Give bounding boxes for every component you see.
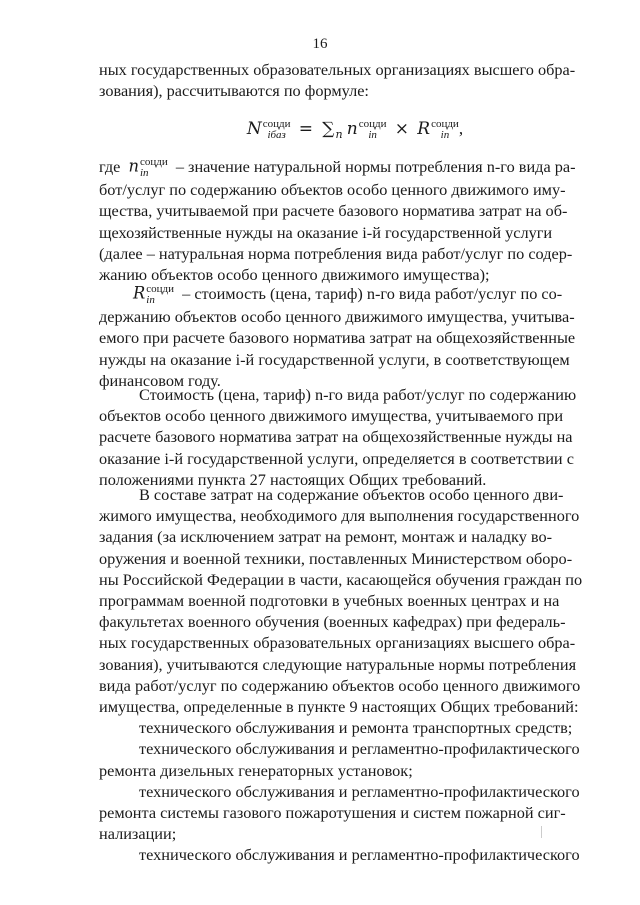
paragraph-composition: [99, 484, 611, 866]
intro-paragraph: [99, 59, 611, 101]
formula-equals: =: [298, 119, 314, 139]
list-item: [99, 717, 611, 738]
text-line: нужды на оказание i-й государственной услуги, в соответствующем: [99, 349, 570, 369]
text-line: технического обслуживания и ремонта транспортных средств;: [139, 718, 573, 738]
text-line: программам военной подготовки в учебных военных центрах и на: [99, 591, 560, 611]
list-item: [99, 781, 611, 845]
formula-sum-sign: ∑: [322, 119, 335, 139]
formula-times: ×: [394, 119, 409, 139]
text-line: бот/услуг по содержанию объектов особо ценного движимого иму-: [99, 180, 566, 200]
text-line: технического обслуживания и регламентно-профилактического: [139, 845, 580, 865]
text-line: жанию объектов особо ценного движимого имущества);: [99, 265, 490, 285]
formula-lhs: N соцди iбаз: [246, 118, 291, 142]
symbol-r: R соцди in: [133, 283, 175, 307]
text-line: имущества, определенные в пункте 9 настоящих Общих требований:: [99, 697, 579, 717]
definition-n: [99, 156, 611, 285]
text-line: факультетах военного обучения (военных кафедрах) при федераль-: [99, 612, 566, 632]
page-number: 16: [312, 36, 328, 52]
text-line: оказание i-й государственной услуги, определяется в соответствии с: [99, 448, 574, 468]
formula-sum-index: n: [335, 128, 343, 141]
text-line: расчете базового норматива затрат на общехозяйственные нужды на: [99, 427, 573, 447]
symbol-n: n соцди in: [128, 156, 168, 180]
text-line: – значение натуральной нормы потребления n-го вида ра-: [175, 157, 576, 176]
formula-r-term: R соцди in: [417, 118, 459, 142]
text-line: щества, учитываемой при расчете базового норматива затрат на об-: [99, 201, 568, 221]
text-line: (далее – натуральная норма потребления вида работ/услуг по содер-: [99, 243, 573, 263]
text-line: держанию объектов особо ценного движимого имущества, учитыва-: [99, 307, 575, 327]
text-line: жимого имущества, необходимого для выполнения государственного: [99, 506, 580, 526]
text-line: ных государственных образовательных организациях высшего обра-: [99, 60, 576, 79]
list-item: [99, 844, 611, 865]
list: [99, 717, 611, 865]
paragraph-cost: [99, 384, 611, 490]
text-line: ремонта системы газового пожаротушения и систем пожарной сиг-: [99, 803, 566, 823]
definition-prefix: где: [99, 157, 121, 176]
text-line: задания (за исключением затрат на ремонт, монтаж и наладку во-: [99, 527, 553, 547]
text-line: положениями пункта 27 настоящих Общих требований.: [99, 469, 487, 489]
text-line: – стоимость (цена, тариф) n-го вида работ/услуг по со-: [182, 284, 563, 303]
text-line: финансовом году.: [99, 370, 221, 390]
formula: [99, 117, 611, 147]
text-line: зования), учитываются следующие натуральные нормы потребления: [99, 654, 577, 674]
text-line: зования), рассчитываются по формуле:: [99, 81, 369, 101]
text-line: вида работ/услуг по содержанию объектов особо ценного движимого: [99, 675, 581, 695]
text-line: технического обслуживания и регламентно-профилактического: [139, 739, 580, 759]
text-line: ных государственных образовательных организациях высшего обра-: [99, 633, 576, 653]
text-line: щехозяйственные нужды на оказание i-й государственной услуги: [99, 222, 553, 242]
list-item: [99, 738, 611, 780]
text-line: емого при расчете базового норматива затрат на общехозяйственные: [99, 328, 576, 348]
text-line: нализации;: [99, 824, 177, 844]
text-line: ремонта дизельных генераторных установок;: [99, 760, 413, 780]
definition-r: [99, 283, 611, 391]
text-line: оружения и военной техники, поставленных Министерством оборо-: [99, 548, 573, 568]
text-line: технического обслуживания и регламентно-профилактического: [139, 781, 580, 801]
scan-artifact: [541, 826, 542, 838]
text-line: ны Российской Федерации в части, касающейся обучения граждан по: [99, 569, 583, 589]
formula-comma: ,: [458, 119, 464, 138]
formula-n-term: n соцди in: [346, 118, 387, 142]
text-line: Стоимость (цена, тариф) n-го вида работ/услуг по содержанию: [139, 385, 577, 404]
text-line: объектов особо ценного движимого имущества, учитываемого при: [99, 406, 564, 426]
text-line: В составе затрат на содержание объектов особо ценного дви-: [139, 485, 564, 504]
